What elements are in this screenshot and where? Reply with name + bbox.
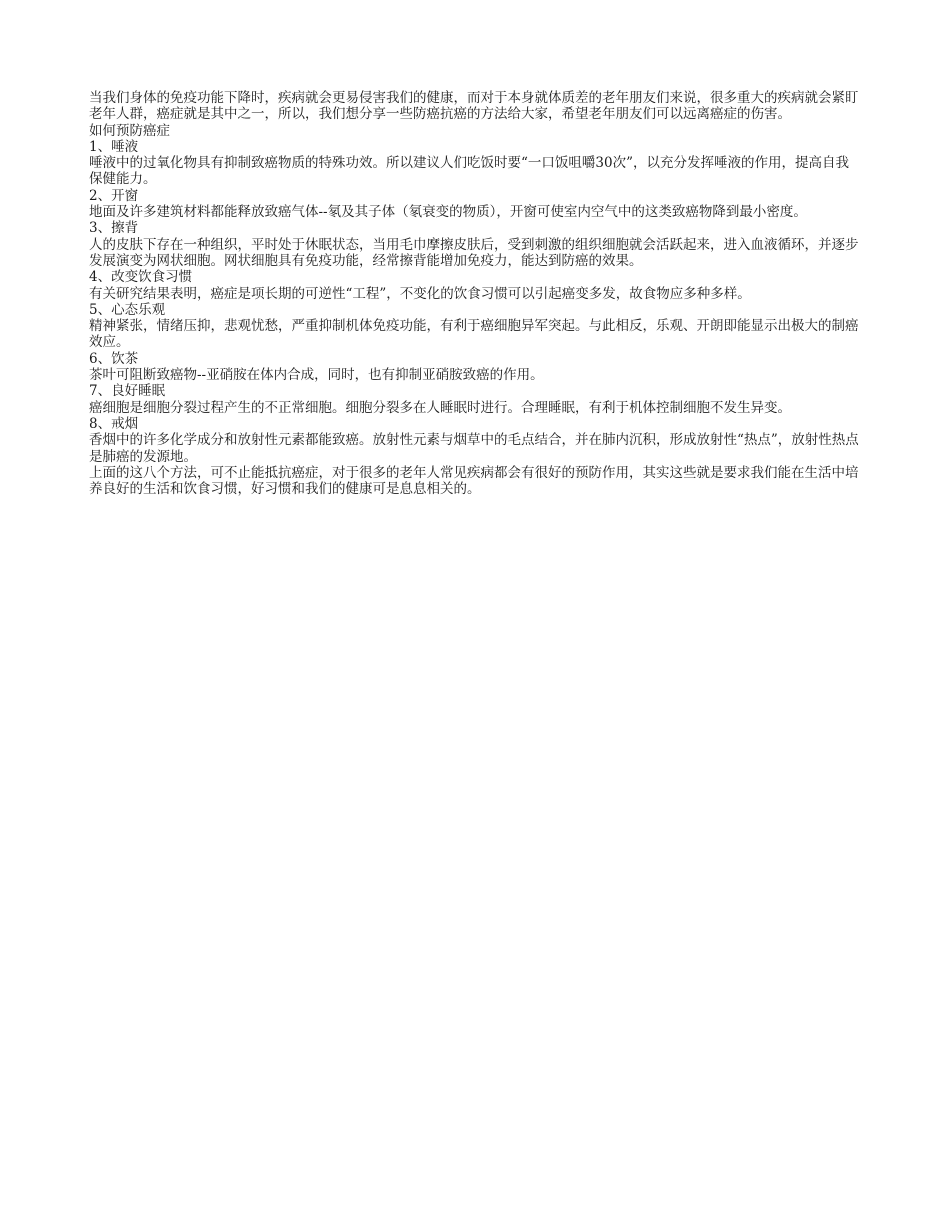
- item-body-4: 有关研究结果表明，癌症是项长期的可逆性“工程”，不变化的饮食习惯可以引起癌变多发，故食物应多种多样。: [89, 285, 751, 302]
- item-title-4: 4、改变饮食习惯: [89, 269, 193, 286]
- item-title-7: 7、良好睡眠: [89, 383, 166, 400]
- conclusion-paragraph: 上面的这八个方法，可不止能抵抗癌症，对于很多的老年人常见疾病都会有很好的预防作用，其实这些就是要求我们能在生活中培养良好的生活和饮食习惯，好习惯和我们的健康可是息息相关的。: [89, 464, 859, 498]
- item-title-6: 6、饮茶: [89, 350, 139, 367]
- item-body-7: 癌细胞是细胞分裂过程产生的不正常细胞。细胞分裂多在人睡眠时进行。合理睡眠，有利于机体控制细胞不发生异变。: [89, 399, 791, 416]
- item-body-3: 人的皮肤下存在一种组织，平时处于休眠状态，当用毛巾摩擦皮肤后，受到刺激的组织细胞就会活跃起来，进入血液循环，并逐步发展演变为网状细胞。网状细胞具有免疫功能，经常擦背能增加免疫力，能达到防癌的效果。: [89, 236, 859, 269]
- item-body-2: 地面及许多建筑材料都能释放致癌气体--氡及其子体（氡衰变的物质），开窗可使室内空气中的这类致癌物降到最小密度。: [89, 204, 807, 221]
- item-body-8: 香烟中的许多化学成分和放射性元素都能致癌。放射性元素与烟草中的毛点结合，并在肺内沉积，形成放射性“热点”，放射性热点是肺癌的发源地。: [89, 432, 859, 465]
- document-body: [89, 90, 861, 497]
- item-title-8: 8、戒烟: [89, 415, 139, 432]
- item-body-6: 茶叶可阻断致癌物--亚硝胺在体内合成，同时，也有抑制亚硝胺致癌的作用。: [89, 367, 544, 384]
- item-title-3: 3、擦背: [89, 220, 139, 237]
- item-title-5: 5、心态乐观: [89, 301, 166, 318]
- item-body-5: 精神紧张，情绪压抑，悲观忧愁，严重抑制机体免疫功能，有利于癌细胞异军突起。与此相反，乐观、开朗即能显示出极大的制癌效应。: [89, 318, 859, 351]
- item-title-1: 1、唾液: [89, 138, 139, 155]
- item-body-1: 唾液中的过氧化物具有抑制致癌物质的特殊功效。所以建议人们吃饭时要“一口饭咀嚼30次”，以充分发挥唾液的作用，提高自我保健能力。: [89, 155, 849, 188]
- item-title-2: 2、开窗: [89, 187, 139, 204]
- intro-paragraph: 当我们身体的免疫功能下降时，疾病就会更易侵害我们的健康，而对于本身就体质差的老年朋友们来说，很多重大的疾病就会紧盯老年人群，癌症就是其中之一，所以，我们想分享一些防癌抗癌的方法给大家，希望老年朋友们可以远离癌症的伤害。: [89, 90, 859, 123]
- section-title: 如何预防癌症: [89, 122, 170, 139]
